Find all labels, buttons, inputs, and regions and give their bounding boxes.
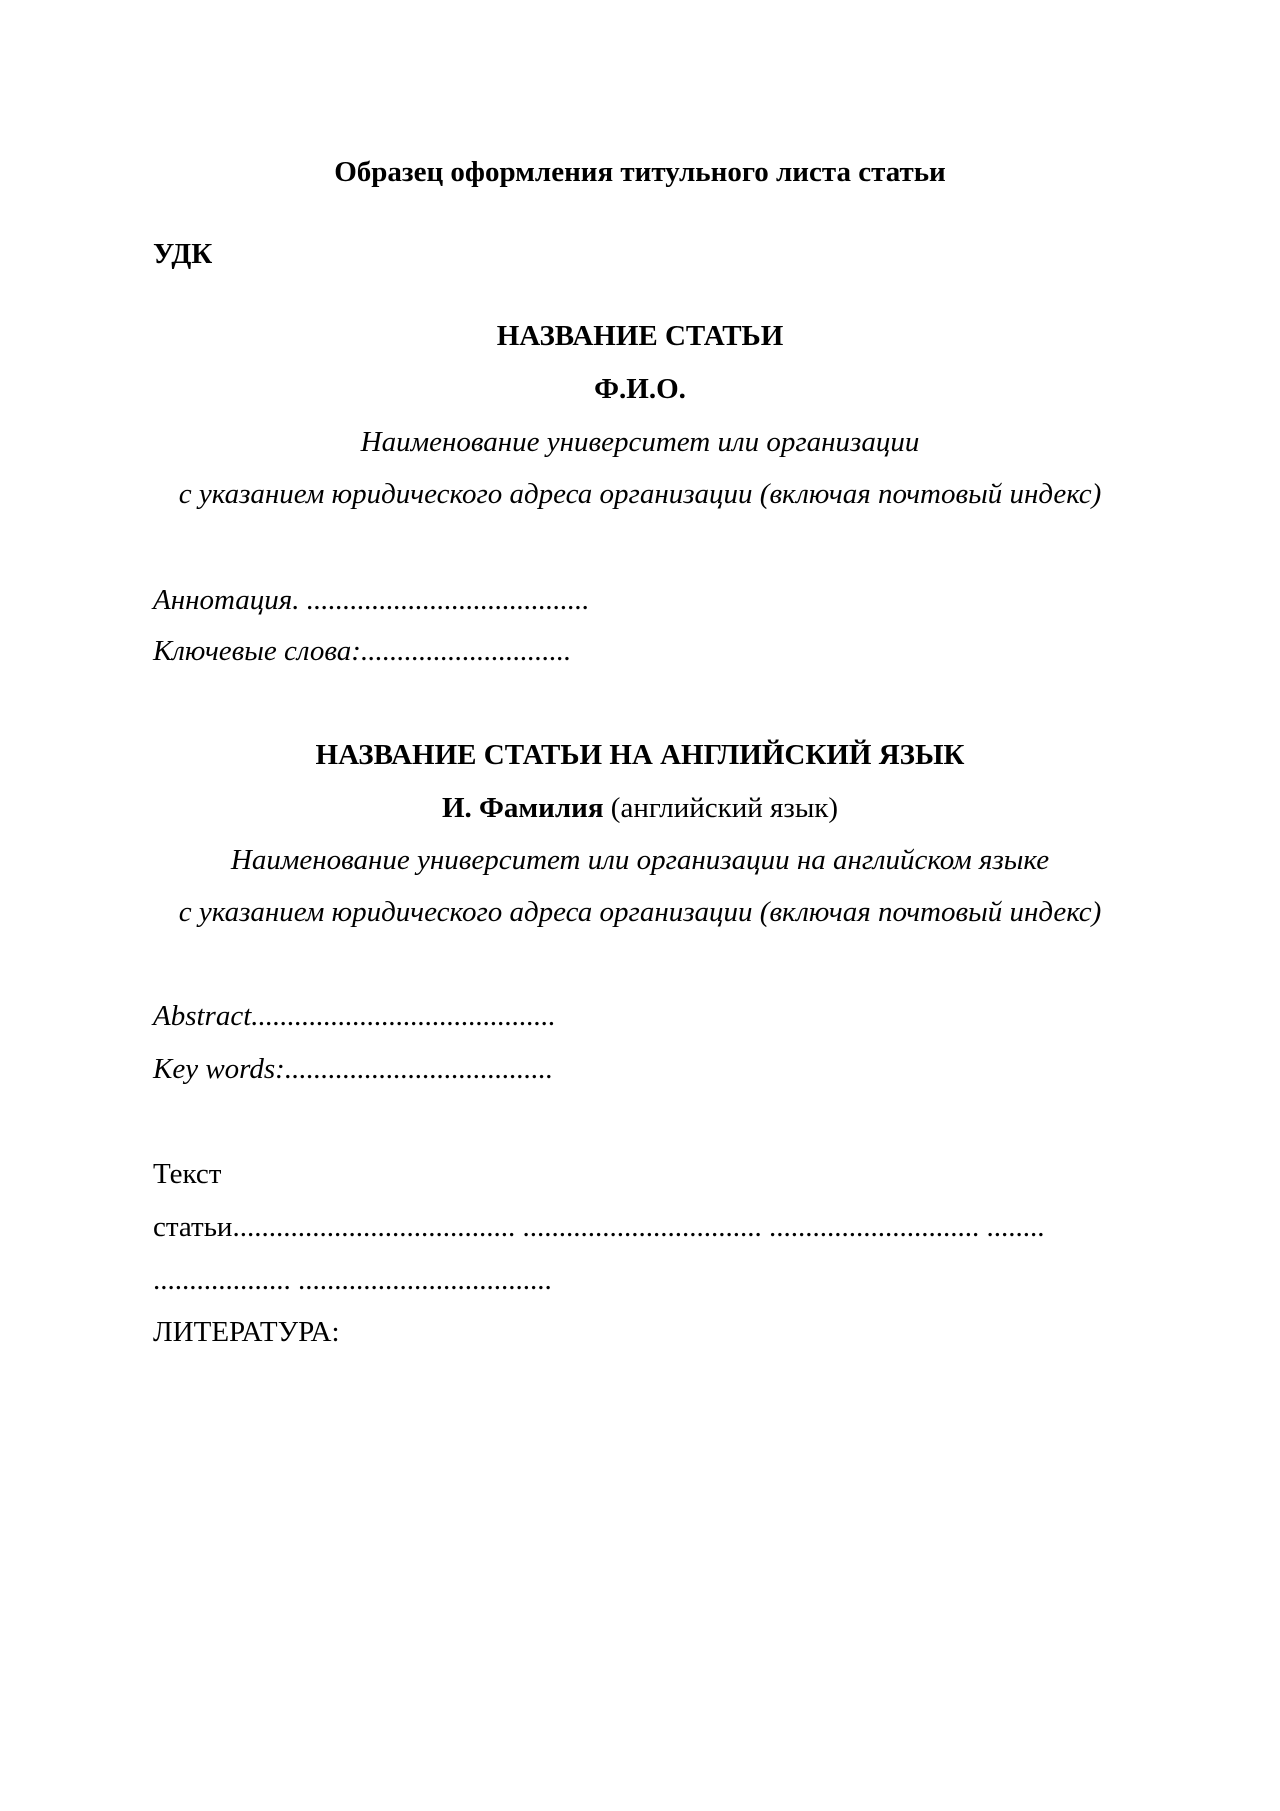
article-title-english: НАЗВАНИЕ СТАТЬИ НА АНГЛИЙСКИЙ ЯЗЫК [315, 739, 965, 771]
keywords: Ключевые слова:............................. [153, 635, 572, 667]
references-heading: ЛИТЕРАТУРА: [153, 1316, 340, 1348]
udc-label: УДК [153, 238, 213, 270]
affiliation-line-1: Наименование университет или организации [360, 426, 920, 458]
author-name: Ф.И.О. [594, 373, 686, 405]
keywords-english: Key words:..................................... [153, 1053, 554, 1085]
annotation: Аннотация. ....................................... [153, 584, 590, 616]
affiliation-line-2: с указанием юридического адреса организации (включая почтовый индекс) [178, 478, 1102, 510]
abstract: Abstract.......................................... [153, 1000, 556, 1032]
author-english-note: (английский язык) [603, 792, 839, 824]
body-text-line-2: ................... ................................... [153, 1264, 552, 1296]
affiliation-english-line-2: с указанием юридического адреса организации (включая почтовый индекс) [178, 896, 1102, 928]
article-title: НАЗВАНИЕ СТАТЬИ [496, 320, 784, 352]
body-text-line-1: статьи....................................... ................................. ............................. ........ [153, 1211, 1045, 1243]
affiliation-english-line-1: Наименование университет или организации на английском языке [230, 844, 1050, 876]
author-english-name: И. Фамилия [441, 792, 604, 824]
body-text-label: Текст [153, 1158, 222, 1190]
sample-title: Образец оформления титульного листа статьи [334, 156, 946, 188]
author-english [0, 790, 1280, 826]
